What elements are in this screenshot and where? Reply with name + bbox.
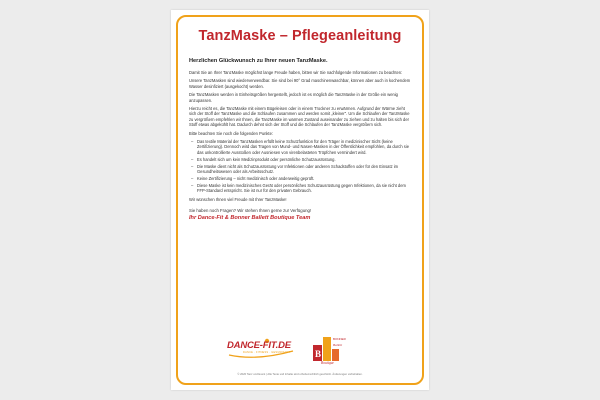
list-item: – Diese Maske ist kein medizinisches Gerät oder persönliches Schutzausrüstung gegen Infektionen, da sie nicht dem FFP-Standard entspricht. Sie ist nur für den privaten Gebrauch. (197, 183, 411, 194)
bonner-ballett-mark-icon (311, 333, 351, 365)
document-title: TanzMaske – Pflegeanleitung (198, 28, 402, 44)
list-item: – Das textile Material der TanzMasken erfüllt keine Schutzfunktion für den Träger in medizinischer Sicht (keine Zertifizierung). Dennoch wird das Tragen von Mund- und Nasen-Masken in der Öffentlichkeit empfohlen, da durch sie das unkontrollierte Ausstoßen oder Ausniesen von virenbelasteten Tröpfchen vermindert wird. (197, 139, 411, 155)
paragraph-sizes: Die TanzMasken werden in Einheitsgrößen hergestellt, jedoch ist es möglich die TanzMaske in der Größe ein wenig anzupassen. (189, 92, 398, 103)
bonner-top-label: BONNER (333, 337, 346, 341)
bonner-mid-label: Ballett (333, 343, 343, 347)
team-signature: Ihr Dance-Fit & Bonner Ballett Boutique Team (189, 215, 311, 222)
questions-line: Sie haben noch Fragen? Wir stehen Ihnen gerne zur Verfügung! (189, 208, 312, 214)
dancefit-tagline: DANCE · FITNESS · GESUNDHEIT (243, 351, 291, 354)
document-page (171, 10, 429, 390)
svg-text:B: B (315, 349, 322, 359)
paragraph-adjust: Hierzu reicht es, die TanzMaske mit einem Bügeleisen oder in einem Trockner zu erwärmen. Aufgrund der Wärme zieht sich der Stoff der TanzMaske und die Schlaufen zusammen und werden somit „kleiner“. Um die Schlaufen der TanzMaske zu vergrößern empfehlen wir Ihnen, die TanzMaske im warmen Zustand auseinander zu ziehen und zu halten bis sich der Stoff etwas abgekühlt hat. Dadurch dehnt sich der Stoff und die Schlaufen der TanzMaske vergrößern sich. (189, 106, 410, 128)
notes-list (189, 139, 411, 194)
document-content (189, 24, 411, 221)
list-item: – Keine Zertifizierung – nicht medizinisch oder anderweitig geprüft. (197, 176, 411, 181)
paragraph-intro: Damit Sie an Ihrer TanzMaske möglichst lange Freude haben, bitten wir Sie nachfolgende Informationen zu beachten: (189, 70, 403, 75)
logo-row (171, 330, 429, 370)
list-item: – Die Maske dient nicht als Schutzausrüstung vor Infektionen oder anderen Schadstoffen oder für den Einsatz im Gesundheitswesen oder als Arbeitsschutz. (197, 164, 411, 175)
bonner-ballett-logo (311, 333, 351, 365)
dancefit-wordmark: DANCE-FIT.DE (227, 340, 291, 351)
closing-line: Wir wünschen Ihnen viel Freude mit Ihrer TanzMaske! (189, 196, 287, 202)
list-item: – Es handelt sich um kein Medizinprodukt oder persönliche Schutzausrüstung. (197, 157, 411, 162)
paragraph-notes-intro: Bitte beachten Sie noch die folgenden Punkte: (189, 130, 273, 136)
greeting-heading: Herzlichen Glückwunsch zu Ihrer neuen TanzMaske. (189, 58, 328, 64)
copyright-footer: © 2020 Tanz und Event | Alle Texte und Inhalte sind urheberrechtlich geschützt. Änderungen vorbehalten. (237, 373, 363, 376)
dancefit-logo (227, 336, 297, 360)
paragraph-washable: Unsere TanzMasken sind wiederverwendbar. Sie sind bei 90° Grad maschinenwaschbar, können aber auch in kochendem Wasser desinfiziert (ausgekocht) werden. (189, 78, 411, 89)
bonner-bottom-label: Boutique (321, 361, 334, 365)
